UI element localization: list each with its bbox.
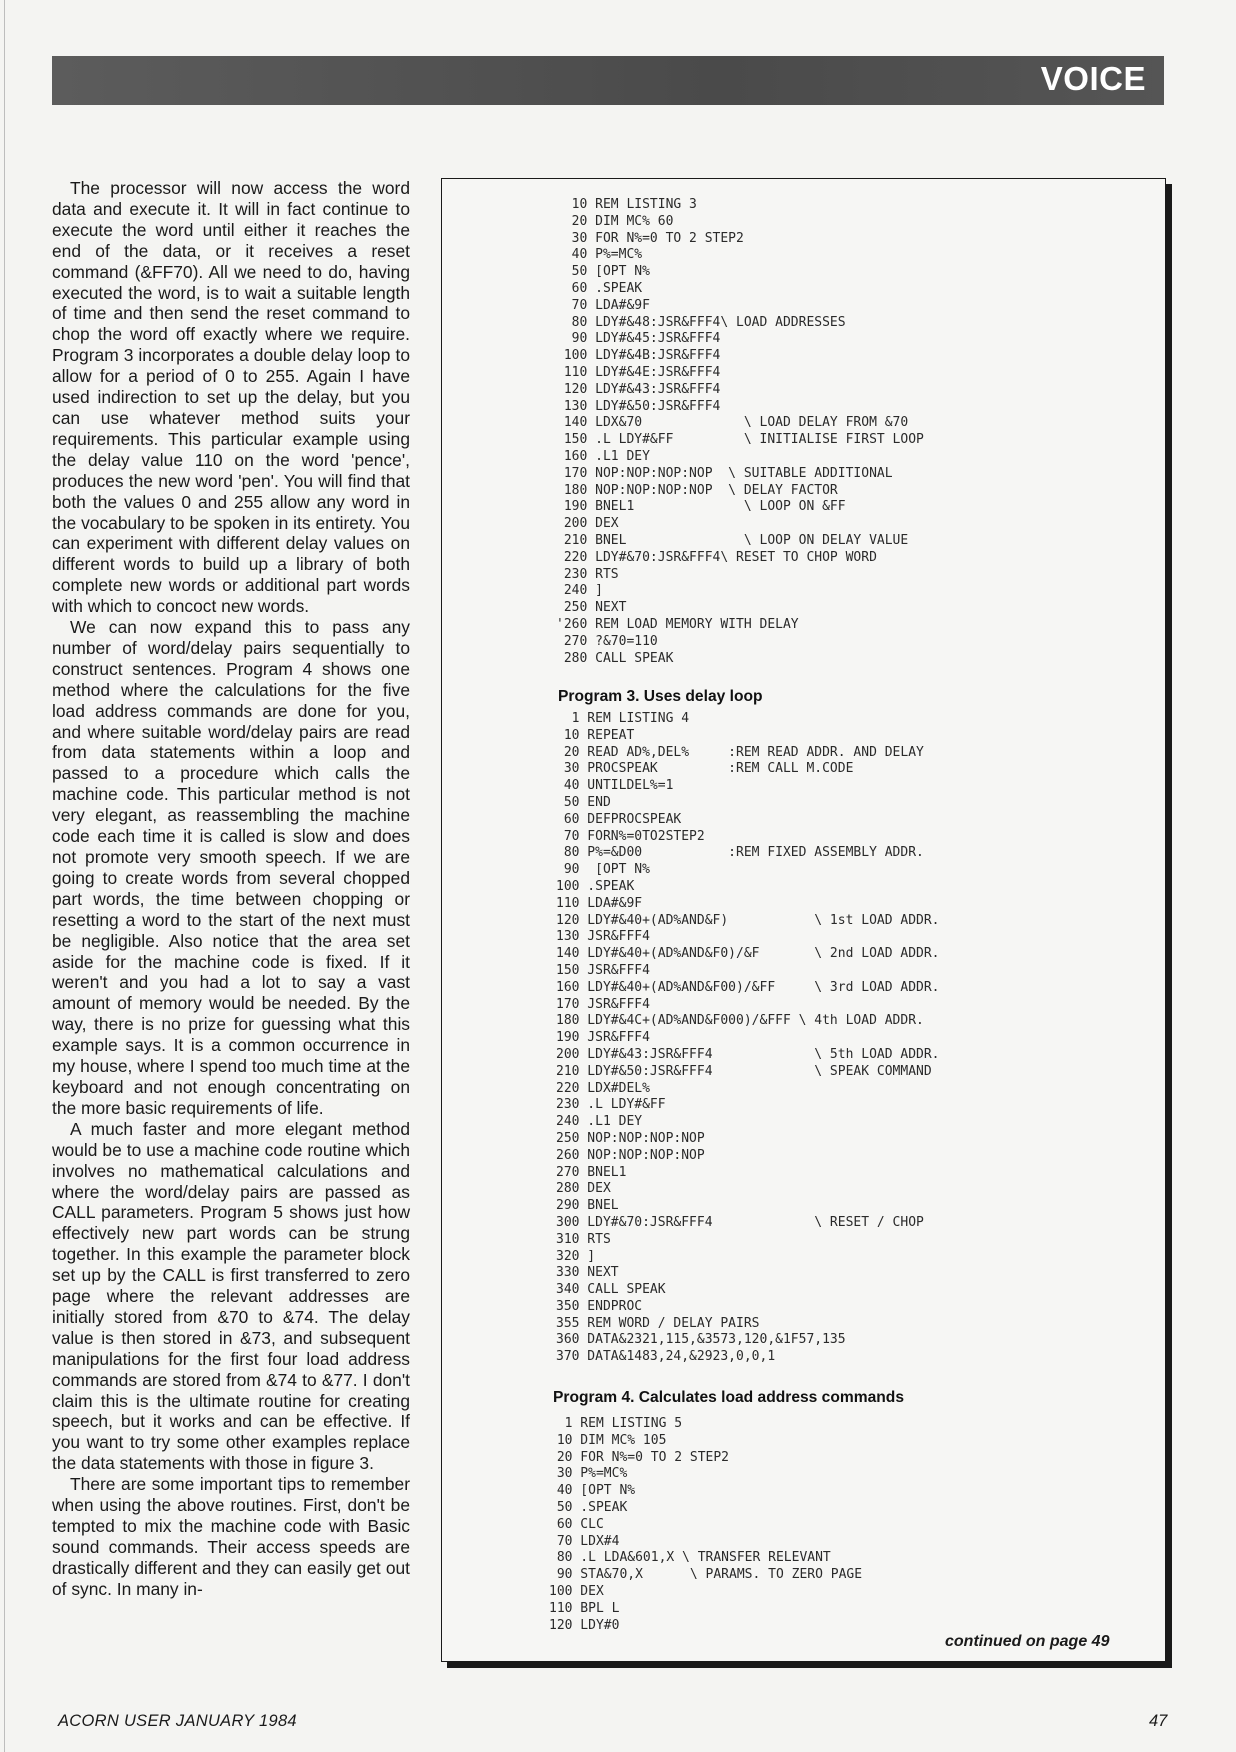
article-paragraph: There are some important tips to remember when using the above routines. First, don't be tempted to mix the machine code with Basic sound commands. Their access speeds are drastically different and they can easily get out of sync. In many in- [52, 1474, 410, 1599]
article-paragraph: The processor will now access the word data and execute it. It will in fact continue to execute the word until either it reaches the end of the data, or it receives a reset command (&FF70). All we need to do, having executed the word, is to wait a suitable length of time and then send the reset command to chop the word off exactly where we require. Program 3 incorporates a double delay loop to allow for a period of 0 to 255. Again I have used indirection to set up the delay, but you can use whatever method suits your requirements. This particular example using the delay value 110 on the word 'pence', produces the new word 'pen'. You will find that both the values 0 and 255 allow any word in the vocabulary to be spoken in its entirety. You can experiment with different delay values on different words to build up a library of both complete new words or additional part words with which to concoct new words. [52, 178, 410, 617]
article-body [52, 178, 410, 1600]
listing-3-caption: Program 3. Uses delay loop [558, 688, 763, 705]
page-edge-rule [4, 0, 5, 1752]
publication-footer: ACORN USER JANUARY 1984 [58, 1712, 297, 1730]
listing-4-code: 1 REM LISTING 4 10 REPEAT 20 READ AD%,DEL% :REM READ ADDR. AND DELAY 30 PROCSPEAK :REM CALL M.CODE 40 UNTILDEL%=1 50 END 60 DEFPROCSPEAK 70 FORN%=0TO2STEP2 80 P%=&D00 :REM FIXED ASSEMBLY ADDR. 90 [OPT N% 100 .SPEAK 110 LDA#&9F 120 LDY#&40+(AD%AND&F) \ 1st LOAD ADDR. 130 JSR&FFF4 140 LDY#&40+(AD%AND&F0)/&F \ 2nd LOAD ADDR. 150 JSR&FFF4 160 LDY#&40+(AD%AND&F00)/&FF \ 3rd LOAD ADDR. 170 JSR&FFF4 180 LDY#&4C+(AD%AND&F000)/&FFF \ 4th LOAD ADDR. 190 JSR&FFF4 200 LDY#&43:JSR&FFF4 \ 5th LOAD ADDR. 210 LDY#&50:JSR&FFF4 \ SPEAK COMMAND 220 LDX#DEL% 230 .L LDY#&FF 240 .L1 DEY 250 NOP:NOP:NOP:NOP 260 NOP:NOP:NOP:NOP 270 BNEL1 280 DEX 290 BNEL 300 LDY#&70:JSR&FFF4 \ RESET / CHOP 310 RTS 320 ] 330 NEXT 340 CALL SPEAK 350 ENDPROC 355 REM WORD / DELAY PAIRS 360 DATA&2321,115,&3573,120,&1F57,135 370 DATA&1483,24,&2923,0,0,1 [556, 711, 940, 1365]
page-number: 47 [1149, 1712, 1168, 1730]
listing-5-code: 1 REM LISTING 5 10 DIM MC% 105 20 FOR N%=0 TO 2 STEP2 30 P%=MC% 40 [OPT N% 50 .SPEAK 60 CLC 70 LDX#4 80 .L LDA&601,X \ TRANSFER RELEVANT 90 STA&70,X \ PARAMS. TO ZERO PAGE 100 DEX 110 BPL L 120 LDY#0 [549, 1416, 863, 1633]
listing-3-code: 10 REM LISTING 3 20 DIM MC% 60 30 FOR N%=0 TO 2 STEP2 40 P%=MC% 50 [OPT N% 60 .SPEAK 70 LDA#&9F 80 LDY#&48:JSR&FFF4\ LOAD ADDRESSES 90 LDY#&45:JSR&FFF4 100 LDY#&4B:JSR&FFF4 110 LDY#&4E:JSR&FFF4 120 LDY#&43:JSR&FFF4 130 LDY#&50:JSR&FFF4 140 LDX&70 \ LOAD DELAY FROM &70 150 .L LDY#&FF \ INITIALISE FIRST LOOP 160 .L1 DEY 170 NOP:NOP:NOP:NOP \ SUITABLE ADDITIONAL 180 NOP:NOP:NOP:NOP \ DELAY FACTOR 190 BNEL1 \ LOOP ON &FF 200 DEX 210 BNEL \ LOOP ON DELAY VALUE 220 LDY#&70:JSR&FFF4\ RESET TO CHOP WORD 230 RTS 240 ] 250 NEXT '260 REM LOAD MEMORY WITH DELAY 270 ?&70=110 280 CALL SPEAK [556, 197, 924, 666]
listing-4-caption: Program 4. Calculates load address commands [553, 1389, 904, 1406]
section-title: VOICE [1040, 60, 1146, 97]
article-paragraph: We can now expand this to pass any number of word/delay pairs sequentially to construct sentences. Program 4 shows one method where the calculations for the five load address commands are done for you, and where suitable word/delay pairs are read from data statements within a loop and passed to a procedure which calls the machine code. This particular method is not very elegant, as reassembling the machine code each time it is called is slow and does not promote very smooth speech. If we are going to create words from several chopped part words, the time between chopping or resetting a word to the start of the next must be negligible. Also notice that the area set aside for the machine code is fixed. If it weren't and you had a lot to say a vast amount of memory would be needed. By the way, there is no prize for guessing what this example says. It is a common occurrence in my house, where I spend too much time at the keyboard and not enough concentrating on the more basic requirements of life. [52, 617, 410, 1118]
section-header-bar [52, 56, 1164, 105]
continued-note: continued on page 49 [945, 1633, 1110, 1650]
article-paragraph: A much faster and more elegant method would be to use a machine code routine which involves no mathematical calculations and where the word/delay pairs are passed as CALL parameters. Program 5 shows just how effectively new part words can be strung together. In this example the parameter block set up by the CALL is first transferred to zero page where the relevant addresses are initially stored from &70 to &74. The delay value is then stored in &73, and subsequent manipulations for the first four load address commands are stored from &74 to &77. I don't claim this is the ultimate routine for creating speech, but it works and can be effective. If you want to try some other examples replace the data statements with those in figure 3. [52, 1118, 410, 1474]
